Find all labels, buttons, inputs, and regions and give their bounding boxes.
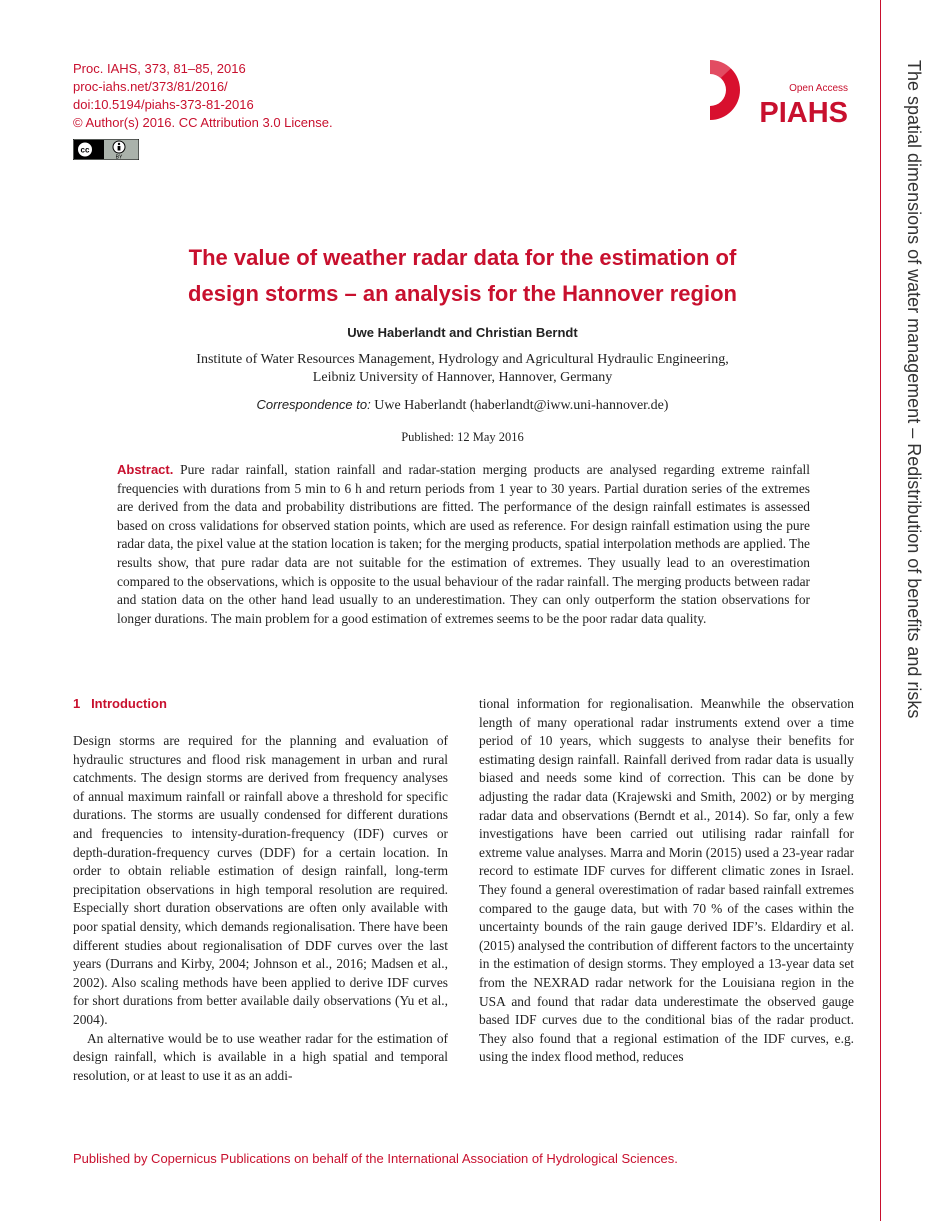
publisher-footer: Published by Copernicus Publications on behalf of the International Association of Hydrological Sciences. <box>73 1151 678 1166</box>
paragraph: tional information for regionalisation. Meanwhile the observation length of many operational radar instruments extend over a time period of 10 years, which suggests to analyse their benefits for estimating design rainfall. Rainfall derived from radar data is usually biased and needs some kind of correction. This can be done by adjusting the radar data (Krajewski and Smith, 2002) or by merging radar data and observations (Berndt et al., 2014). So far, only a few investigations have been carried out utilising radar rainfall for extreme value analyses. Marra and Morin (2015) used a 23-year radar record to estimate IDF curves for different climatic zones in Israel. They found a general overestimation of radar based rainfall extremes compared to the gauge data, but with 70 % of the cases within the uncertainty bounds of the rain gauge derived IDF’s. Eldardiry et al. (2015) analysed the contribution of different factors to the uncertainty in the estimation of design storms. They employed a 13-year data set from the NEXRAD radar network for the Louisiana region in the USA and found that radar data underestimate the observed gauge based IDF curves due to the conditional bias of the radar product. They also found that a regional estimation of the IDF curves, e.g. using the index flood method, reduces <box>479 696 854 1065</box>
title-line-1: The value of weather radar data for the estimation of <box>188 245 737 270</box>
abstract-text: Pure radar rainfall, station rainfall and radar-station merging products are analysed regarding extreme rainfall frequencies with durations from 5 min to 6 h and return periods from 1 year to 30 years. Partial duration series of the extremes are derived from the data and probability distributions are fitted. The performance of the design rainfall estimates is assessed based on cross validations for observed station points, which are used as reference. For design rainfall estimation using the pure radar data, the pixel value at the station location is taken; for the merging products, spatial interpolation methods are applied. The results show, that pure radar data are not suitable for the estimation of extremes. They usually lead to an overestimation compared to the observations, which is opposite to the usual behaviour of the radar rainfall. The merging products between radar and station data on the other hand lead usually to an underestimation. They can only outperform the station observations for longer durations. The main problem for a good estimation of extremes seems to be the poor radar data quality. <box>117 462 811 626</box>
open-access-label: Open Access <box>789 83 848 94</box>
cc-badge-text: BY <box>115 154 123 160</box>
title-line-2: design storms – an analysis for the Hannover region <box>188 281 737 306</box>
affiliation-line-1: Institute of Water Resources Management, Hydrology and Agricultural Hydraulic Engineering, <box>196 352 729 367</box>
correspondence-text[interactable]: Uwe Haberlandt (haberlandt@iww.uni-hannover.de) <box>374 398 669 413</box>
affiliation-line-2: Leibniz University of Hannover, Hannover, Germany <box>312 370 613 385</box>
section-heading-introduction: 1 Introduction <box>73 696 167 711</box>
abstract-label: Abstract. <box>117 462 174 477</box>
journal-meta <box>73 60 333 132</box>
piahs-name: PIAHS <box>759 97 848 128</box>
journal-url[interactable]: proc-iahs.net/373/81/2016/ <box>73 79 228 94</box>
body-column-right <box>479 695 854 1067</box>
paragraph: Design storms are required for the planning and evaluation of hydraulic structures and flood risk management in urban and rural catchments. The design storms are derived from frequency analyses of annual maximum rainfall or rainfall above a threshold for specific durations. The storms are usually condensed for different durations and frequencies to intensity-duration-frequency (IDF) curves or depth-duration-frequency curves (DDF) for a certain location. In order to obtain reliable estimation of design rainfall, long-term precipitation observations in high temporal resolution are required. Especially short duration observations are often only available with poor spatial density, which demands regionalisation. There have been different studies about regionalisation of DDF curves over the last years (Durrans and Kirby, 2004; Johnson et al., 2016; Madsen et al., 2002). Also scaling methods have been applied to derive IDF curves for short durations from better available daily observations (Yu et al., 2004). <box>73 733 448 1027</box>
paragraph: An alternative would be to use weather radar for the estimation of design rainfall, which is available in a high spatial and temporal resolution, or at least to use it as an addi- <box>73 1030 448 1083</box>
citation: Proc. IAHS, 373, 81–85, 2016 <box>73 61 246 76</box>
paper-title <box>60 240 865 312</box>
side-rule <box>880 0 881 1221</box>
abstract <box>117 461 810 628</box>
piahs-logo <box>700 58 850 128</box>
doi[interactable]: doi:10.5194/piahs-373-81-2016 <box>73 97 254 112</box>
vertical-issue-title: The spatial dimensions of water management – Redistribution of benefits and risks <box>904 60 924 719</box>
body-column-left <box>73 732 448 1085</box>
svg-text:cc: cc <box>80 145 90 155</box>
correspondence <box>60 397 865 414</box>
published-date: Published: 12 May 2016 <box>401 430 524 444</box>
authors: Uwe Haberlandt and Christian Berndt <box>347 325 578 340</box>
correspondence-label: Correspondence to: <box>256 397 371 412</box>
cc-by-badge-icon[interactable] <box>73 139 139 160</box>
affiliation <box>60 351 865 387</box>
license: © Author(s) 2016. CC Attribution 3.0 License. <box>73 115 333 130</box>
